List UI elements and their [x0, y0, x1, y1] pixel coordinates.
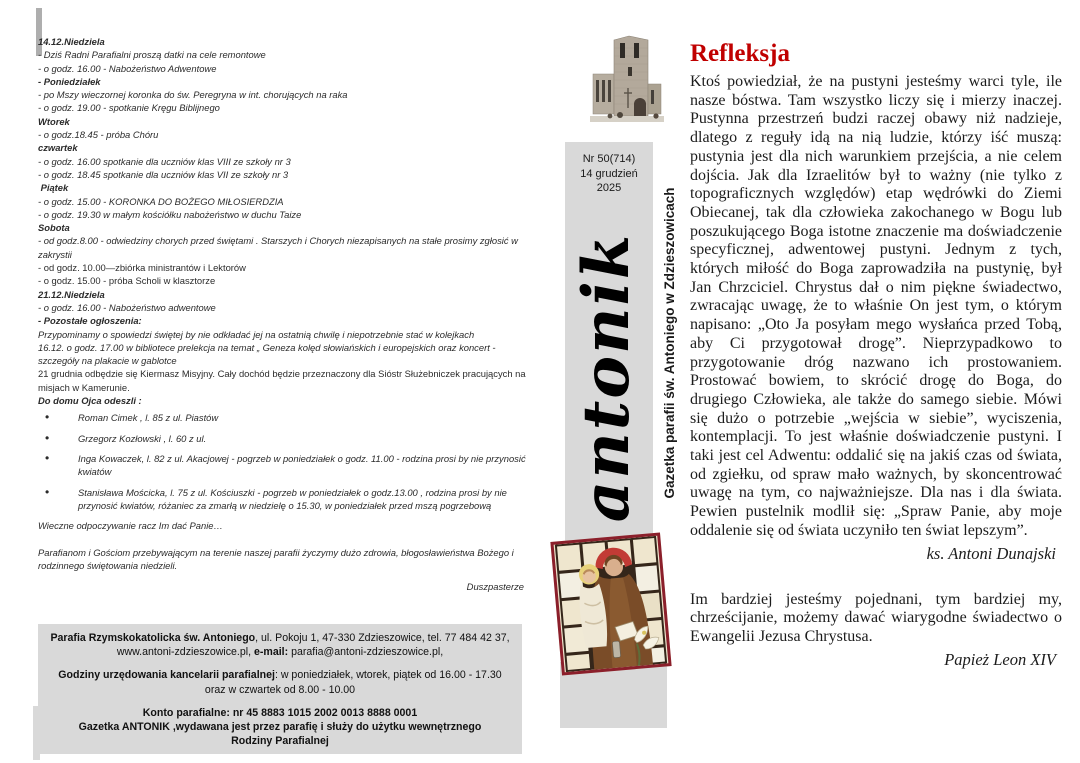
announcement-line: Wieczne odpoczywanie racz Im dać Panie…	[38, 520, 223, 532]
announcement-line: Duszpasterze	[466, 581, 524, 593]
announcement-line: - o godz. 16.00 spotkanie dla uczniów klas VIII ze szkoły nr 3	[38, 155, 291, 167]
issue-year: 2025	[596, 182, 622, 195]
announcement-line: - Poniedziałek	[38, 75, 101, 87]
announcement-line: - Dziś Radni Parafialni proszą datki na cele remontowe	[38, 49, 266, 61]
parish-address: , ul. Pokoju 1, 47-330 Zdzieszowice, tel. 77 484 42 37,	[255, 632, 510, 644]
announcement-line: • Inga Kowaczek, l. 82 z ul. Akacjowej - pogrzeb w poniedziałek o godz. 11.00 - rodzina prosi by nie przynosić kwiatów	[38, 452, 530, 479]
announcement-line	[38, 532, 530, 545]
office-hours-value: : w poniedziałek, wtorek, piątek od 16.00 - 17.30	[274, 669, 502, 682]
st-anthony-stained-glass	[554, 536, 669, 673]
issue-block	[565, 152, 653, 196]
announcement-line: czwartek	[38, 142, 78, 154]
church-photo	[588, 34, 668, 132]
parish-web-line	[38, 645, 522, 659]
gazette-title-text: antonik	[569, 232, 644, 523]
parish-address-line	[38, 631, 522, 645]
parish-email: parafia@antoni-zdzieszowice.pl,	[288, 646, 444, 659]
announcement-line: - po Mszy wieczornej koronka do św. Peregryna w int. chorujących na raka	[38, 89, 348, 101]
announcement-line: 21 grudnia odbędzie się Kiermasz Misyjny. Cały dochód będzie przeznaczony dla Sióstr Służebniczek pracujących na misjach w Kamerunie.	[38, 368, 526, 393]
announcement-line: • Stanisława Mościcka, l. 75 z ul. Kościuszki - pogrzeb w poniedziałek o godz.13.00 , rodzina prosi by nie przynosić kwiatów, różaniec za zmarłą w niedzielę o 15.30, w poniedziałek przed mszą pogrzebową	[38, 486, 530, 513]
parish-website: www.antoni-zdzieszowice.pl,	[116, 646, 254, 659]
announcement-line: - o godz. 16.00 - Nabożeństwo Adwentowe	[38, 62, 217, 74]
announcement-line: - o godz. 18.45 spotkanie dla uczniów klas VII ze szkoły nr 3	[38, 168, 289, 180]
announcement-line: Parafianom i Gościom przebywającym na terenie naszej parafii życzymy dużo zdrowia, błogosławieństwa Bożego i rodzinnego świętowania niedzieli.	[38, 546, 514, 571]
announcement-line: Wtorek	[38, 115, 70, 127]
announcement-line: 16.12. o godz. 17.00 w bibliotece prelekcja na temat „ Geneza kolęd słowiańskich i europejskich oraz koncert - szczegóły na plakacie w gablotce	[38, 341, 496, 367]
parish-info-box	[38, 624, 522, 754]
gazette-subtitle-text: Gazetka parafii św. Antoniego w Zdzieszowicach	[662, 187, 677, 499]
gazette-note-line: Gazetka ANTONIK ,wydawana jest przez parafię i służy do użytku wewnętrznego	[78, 721, 482, 734]
quote-signature: Papież Leon XIV	[944, 649, 1056, 669]
office-hours-label: Godziny urzędowania kancelarii parafialnej	[58, 669, 275, 682]
article-title: Refleksja	[690, 40, 790, 67]
announcement-line: - od godz.8.00 - odwiedziny chorych przed świętami . Starszych i Chorych niezapisanych na stałe prosimy zgłosić w zakrystii	[38, 235, 518, 260]
announcement-line: - o godz. 19.00 - spotkanie Kręgu Biblijnego	[38, 102, 220, 114]
announcement-line: - Pozostałe ogłoszenia:	[38, 315, 142, 327]
issue-number: Nr 50(714)	[582, 153, 636, 165]
announcement-line: 14.12.Niedziela	[38, 36, 105, 47]
article-quote: Im bardziej jesteśmy pojednani, tym bardziej my, chrześcijanie, możemy dawać wiarygodne świadectwo o Ewangelii Jezusa Chrystusa.	[690, 590, 1062, 645]
announcement-line: Do domu Ojca odeszli :	[38, 395, 142, 407]
issue-date: 14 grudzień	[580, 167, 638, 180]
article-column	[690, 40, 1062, 670]
announcement-line: • Grzegorz Kozłowski , l. 60 z ul.	[38, 432, 530, 445]
bank-account-line: Konto parafialne: nr 45 8883 1015 2002 0013 8888 0001	[142, 706, 418, 719]
announcement-line: 21.12.Niedziela	[38, 288, 105, 300]
announcement-line: - o godz. 15.00 - KORONKA DO BOŻEGO MIŁOSIERDZIA	[38, 195, 284, 207]
office-hours-extra: oraz w czwartek od 8.00 - 10.00	[204, 683, 356, 696]
article-signature: ks. Antoni Dunajski	[926, 543, 1056, 563]
article-body: Ktoś powiedział, że na pustyni jesteśmy warci tyle, ile nasze bóstwa. Tam wszystko liczy się i mierzy inaczej. Pustynna przestrzeń budzi raczej obawy niż nadzieje, dlatego z reguły idą na nią ludzie, którzy iść muszą: pustynia jest dla nich warunkiem przejścia, a nie celem dojścia. Jak dla Izraelitów był to ważny (nie tylko z topograficznych względów) etap wędrówki do Ziemi Obiecanej, tak dla człowieka zakochanego w Bogu lub poszukującego Boga istotne znaczenie ma doświadczenie specyficznej, adwentowej pustyni. Jednym z tych, których miłość do Boga zaprowadziła na pustynię, był Jan Chrzciciel. Chrystus dał o nim piękne świadectwo, zwracając uwagę, że to właśnie On jest tym, o którym napisano: „Oto Ja posyłam mego wysłańca przed Tobą, aby Ci przygotował drogę”. Nieprzypadkowo to przygotowanie dróg nazwano ich prostowaniem. Prostować bowiem, to skrócić drogę do Boga, do drugiego Człowieka, ale także do samego siebie. Mówi się dużo o potrzebie „wejścia w siebie”, wyciszenia, kontemplacji. To jest właśnie doświadczenie pustyni. I taki jest cel Adwentu: oddalić się na jakiś czas od świata, od zgiełku, od spraw mało ważnych, by skoncentrować uwagę na tym, co najważniejsze. Dla nas i dla świata. Pewien pustelnik modlił się: „Spraw Panie, aby moje oddalenie się od świata uczyniło ten świat lepszym”.	[690, 73, 1062, 539]
email-label: e-mail:	[254, 646, 289, 659]
parish-name: Parafia Rzymskokatolicka św. Antoniego	[50, 632, 256, 644]
stained-glass-image	[550, 532, 671, 675]
announcement-line: - o godz. 15.00 - próba Scholi w klasztorze	[38, 275, 216, 287]
announcement-line: - od godz. 10.00—zbiórka ministrantów i Lektorów	[38, 262, 246, 274]
announcement-line: Przypominamy o spowiedzi świętej by nie odkładać jej na ostatnią chwilę i niepotrzebnie stać w kolejkach	[38, 328, 475, 340]
announcement-line: - o godz.18.45 - próba Chóru	[38, 129, 159, 141]
gazette-note-line2: Rodziny Parafialnej	[231, 735, 329, 748]
gazette-title	[565, 210, 653, 545]
announcements-list	[38, 35, 530, 594]
office-hours-line	[38, 668, 522, 682]
announcement-line: • Roman Cimek , l. 85 z ul. Piastów	[38, 411, 530, 424]
announcement-line: - o godz. 16.00 - Nabożeństwo adwentowe	[38, 301, 216, 313]
announcement-line: Sobota	[38, 222, 70, 234]
announcement-line: Piątek	[38, 182, 69, 194]
announcement-line: - o godz. 19.30 w małym kościółku nabożeństwo w duchu Taize	[38, 208, 302, 220]
gazette-subtitle	[658, 140, 684, 546]
